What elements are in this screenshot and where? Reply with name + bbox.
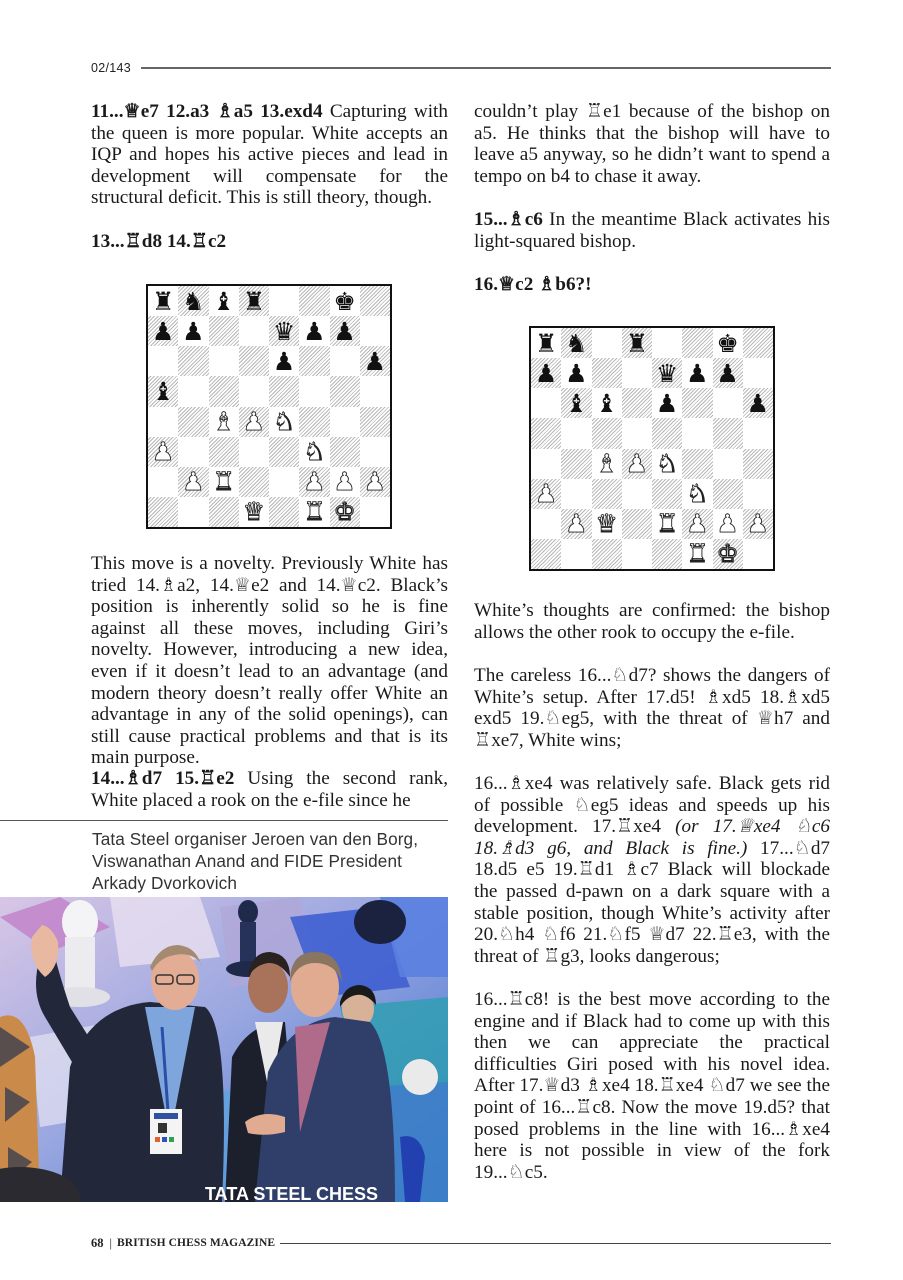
- commentary-paragraph: 16...♖c8! is the best move according to the engine and if Black had to come up with this then we can appreciate the practical difficulties Giri posed with his novel idea. After 17.♕d3 ♗xe4 18.♖xe4 ♘d7 we see the point of 16...♖c8. Now the move 19.d5? that posed problems in the line with 16...♗xe4 here is not possible in view of the fork 19...♘c5.: [474, 989, 830, 1183]
- square-g1: [713, 539, 743, 569]
- white-rook-icon: ♜: [655, 509, 679, 539]
- square-d6: [622, 388, 652, 418]
- square-e3: [652, 479, 682, 509]
- square-b7: [178, 316, 208, 346]
- square-e1: [652, 539, 682, 569]
- square-c5: [209, 376, 239, 406]
- square-b8: [178, 286, 208, 316]
- square-e1: [269, 497, 299, 527]
- square-g7: [713, 358, 743, 388]
- white-rook-icon: ♜: [212, 467, 235, 497]
- square-f6: [299, 346, 329, 376]
- square-a2: [148, 467, 178, 497]
- square-g8: [713, 328, 743, 358]
- white-pawn-icon: ♟: [746, 509, 770, 539]
- square-g4: [713, 449, 743, 479]
- left-column-top: [91, 101, 448, 252]
- black-pawn-icon: ♟: [655, 388, 679, 418]
- square-b6: [178, 346, 208, 376]
- square-d2: [239, 467, 269, 497]
- square-e7: [269, 316, 299, 346]
- square-e2: [269, 467, 299, 497]
- move-sequence: 13...♖d8 14.♖c2: [91, 230, 227, 252]
- move-sequence: 14...♗d7 15.♖e2: [91, 768, 235, 789]
- square-c8: [209, 286, 239, 316]
- square-c6: [209, 346, 239, 376]
- square-e8: [269, 286, 299, 316]
- square-c2: [209, 467, 239, 497]
- square-f2: [299, 467, 329, 497]
- backdrop-text: TATA STEEL CHESS: [205, 1184, 379, 1202]
- move-sequence: 15...♗c6: [474, 208, 543, 230]
- square-h8: [743, 328, 773, 358]
- square-e6: [652, 388, 682, 418]
- black-pawn-icon: ♟: [303, 316, 326, 346]
- square-c1: [209, 497, 239, 527]
- square-h3: [360, 437, 390, 467]
- black-pawn-icon: ♟: [333, 316, 356, 346]
- square-g7: [330, 316, 360, 346]
- black-king-icon: ♚: [716, 328, 739, 358]
- square-f2: [682, 509, 712, 539]
- white-queen-icon: ♛: [242, 497, 266, 527]
- square-h2: [360, 467, 390, 497]
- square-f1: [682, 539, 712, 569]
- square-b2: [178, 467, 208, 497]
- square-d3: [239, 437, 269, 467]
- square-e4: [652, 449, 682, 479]
- square-f7: [299, 316, 329, 346]
- square-c4: [209, 407, 239, 437]
- square-h5: [360, 376, 390, 406]
- square-g1: [330, 497, 360, 527]
- white-knight-icon: ♞: [686, 479, 709, 509]
- black-rook-icon: ♜: [242, 286, 266, 316]
- square-d5: [622, 418, 652, 448]
- square-b3: [178, 437, 208, 467]
- square-g8: [330, 286, 360, 316]
- square-c5: [592, 418, 622, 448]
- white-pawn-icon: ♟: [242, 407, 266, 437]
- white-pawn-icon: ♟: [534, 479, 558, 509]
- footer-rule: [280, 1243, 831, 1244]
- photo-illustration: [0, 897, 448, 1202]
- square-g5: [330, 376, 360, 406]
- black-rook-icon: ♜: [534, 328, 558, 358]
- square-h6: [360, 346, 390, 376]
- white-pawn-icon: ♟: [363, 467, 387, 497]
- black-rook-icon: ♜: [625, 328, 649, 358]
- square-h1: [743, 539, 773, 569]
- square-a5: [148, 376, 178, 406]
- move-heading: [91, 231, 448, 253]
- square-a8: [531, 328, 561, 358]
- square-g2: [713, 509, 743, 539]
- square-f8: [299, 286, 329, 316]
- black-pawn-icon: ♟: [686, 358, 709, 388]
- square-g5: [713, 418, 743, 448]
- square-f6: [682, 388, 712, 418]
- square-h8: [360, 286, 390, 316]
- square-h5: [743, 418, 773, 448]
- square-b4: [178, 407, 208, 437]
- white-knight-icon: ♞: [272, 407, 296, 437]
- chess-diagram-2: [529, 326, 775, 571]
- white-pawn-icon: ♟: [333, 467, 356, 497]
- magazine-name: BRITISH CHESS MAGAZINE: [117, 1237, 276, 1249]
- square-f8: [682, 328, 712, 358]
- commentary-paragraph: White’s thoughts are confirmed: the bishop allows the other rook to occupy the e-file.: [474, 600, 830, 643]
- square-d6: [239, 346, 269, 376]
- white-pawn-icon: ♟: [182, 467, 205, 497]
- left-column-middle: [91, 553, 448, 769]
- square-b1: [178, 497, 208, 527]
- white-pawn-icon: ♟: [686, 509, 709, 539]
- right-column: [474, 101, 830, 1183]
- square-c3: [209, 437, 239, 467]
- commentary-paragraph: The careless 16...♘d7? shows the dangers of White’s setup. After 17.d5! ♗xd5 18.♗xd5 exd5 19.♘eg5, with the threat of ♕h7 and ♖xe7, White wins;: [474, 665, 830, 751]
- black-bishop-icon: ♝: [565, 388, 588, 418]
- white-knight-icon: ♞: [655, 449, 679, 479]
- square-f4: [299, 407, 329, 437]
- square-c2: [592, 509, 622, 539]
- square-h3: [743, 479, 773, 509]
- square-a5: [531, 418, 561, 448]
- square-a2: [531, 509, 561, 539]
- square-d8: [239, 286, 269, 316]
- annotation-paragraph: [91, 768, 448, 811]
- square-b3: [561, 479, 591, 509]
- white-pawn-icon: ♟: [565, 509, 588, 539]
- commentary-paragraph: couldn’t play ♖e1 because of the bishop on a5. He thinks that the bishop will have to leave a5 anyway, so he didn’t want to spend a tempo on b4 to chase it away.: [474, 101, 830, 187]
- square-b5: [561, 418, 591, 448]
- square-d1: [239, 497, 269, 527]
- square-a3: [531, 479, 561, 509]
- square-a3: [148, 437, 178, 467]
- move-heading: [474, 274, 830, 296]
- black-knight-icon: ♞: [182, 286, 205, 316]
- square-d7: [622, 358, 652, 388]
- square-b7: [561, 358, 591, 388]
- annotation-paragraph: [91, 101, 448, 209]
- white-pawn-icon: ♟: [303, 467, 326, 497]
- square-c1: [592, 539, 622, 569]
- white-king-icon: ♚: [716, 539, 739, 569]
- square-a7: [531, 358, 561, 388]
- footer-separator: |: [109, 1235, 113, 1250]
- square-c6: [592, 388, 622, 418]
- square-h1: [360, 497, 390, 527]
- white-queen-icon: ♛: [595, 509, 618, 539]
- square-d5: [239, 376, 269, 406]
- white-king-icon: ♚: [333, 497, 356, 527]
- square-a6: [148, 346, 178, 376]
- black-rook-icon: ♜: [151, 286, 175, 316]
- square-c8: [592, 328, 622, 358]
- commentary: 17...♘d7 18.d5 e5 19.♖d1 ♗c7 Black will blockade the passed d-pawn on a dark square with a stable position, though White’s activity after 20.♘h4 ♘f6 21.♘f5 ♕d7 22.♖e3, with the threat of ♖g3, looks dangerous;: [474, 837, 831, 967]
- black-bishop-icon: ♝: [212, 286, 235, 316]
- black-king-icon: ♚: [333, 286, 356, 316]
- photo-caption: Tata Steel organiser Jeroen van den Borg, Viswanathan Anand and FIDE President Arkady Dvorkovich: [92, 829, 419, 893]
- square-d8: [622, 328, 652, 358]
- white-pawn-icon: ♟: [151, 437, 175, 467]
- square-b5: [178, 376, 208, 406]
- running-header: [91, 58, 831, 78]
- square-g6: [330, 346, 360, 376]
- black-bishop-icon: ♝: [595, 388, 618, 418]
- left-column-bottom: [91, 768, 448, 811]
- black-pawn-icon: ♟: [716, 358, 739, 388]
- square-f5: [682, 418, 712, 448]
- black-pawn-icon: ♟: [182, 316, 205, 346]
- white-knight-icon: ♞: [303, 437, 326, 467]
- square-c7: [209, 316, 239, 346]
- square-h4: [360, 407, 390, 437]
- square-e5: [269, 376, 299, 406]
- move-sequence: 11...♕e7 12.a3 ♗a5 13.exd4: [91, 101, 323, 122]
- commentary: Capturing with the queen is more popular. White accepts an IQP and hopes his active pieces and lead in development will compensate for the structural deficit. This is still theory, though.: [91, 101, 448, 209]
- square-c3: [592, 479, 622, 509]
- square-a4: [148, 407, 178, 437]
- square-f3: [682, 479, 712, 509]
- square-a7: [148, 316, 178, 346]
- annotation-paragraph: [474, 209, 830, 252]
- square-b1: [561, 539, 591, 569]
- square-g3: [713, 479, 743, 509]
- square-d1: [622, 539, 652, 569]
- square-g3: [330, 437, 360, 467]
- black-pawn-icon: ♟: [565, 358, 588, 388]
- white-bishop-icon: ♝: [212, 407, 235, 437]
- square-e2: [652, 509, 682, 539]
- commentary: 16...♗xe4 was relatively safe. Black gets rid of possible ♘eg5 ideas and speeds up his development. 17.♖xe4: [474, 773, 830, 838]
- commentary-paragraph: This move is a novelty. Previously White has tried 14.♗a2, 14.♕e2 and 14.♕c2. Black’s position is inherently solid so he is fine against all these moves, including Giri’s novelty. However, introducing a new idea, even if it doesn’t lead to an advantage (and modern theory doesn’t really offer White an advantage in any of the solid openings), can still cause practical problems and that is its main purpose.: [91, 553, 448, 769]
- square-e8: [652, 328, 682, 358]
- square-a4: [531, 449, 561, 479]
- square-f4: [682, 449, 712, 479]
- square-d4: [622, 449, 652, 479]
- move-sequence: 16.♕c2 ♗b6?!: [474, 273, 592, 295]
- page-number: 68: [91, 1235, 104, 1250]
- commentary-paragraph: [474, 773, 830, 967]
- square-b6: [561, 388, 591, 418]
- black-pawn-icon: ♟: [534, 358, 558, 388]
- square-f3: [299, 437, 329, 467]
- commentary: Using the second rank, White placed a rook on the e-file since he: [91, 768, 448, 811]
- square-h4: [743, 449, 773, 479]
- white-rook-icon: ♜: [686, 539, 709, 569]
- square-h2: [743, 509, 773, 539]
- square-e3: [269, 437, 299, 467]
- black-pawn-icon: ♟: [746, 388, 770, 418]
- black-pawn-icon: ♟: [272, 346, 296, 376]
- square-b4: [561, 449, 591, 479]
- black-queen-icon: ♛: [655, 358, 679, 388]
- caption-rule: [0, 820, 448, 821]
- square-c4: [592, 449, 622, 479]
- black-bishop-icon: ♝: [151, 376, 175, 406]
- square-e7: [652, 358, 682, 388]
- square-e4: [269, 407, 299, 437]
- square-h7: [360, 316, 390, 346]
- square-d7: [239, 316, 269, 346]
- black-pawn-icon: ♟: [151, 316, 175, 346]
- square-f1: [299, 497, 329, 527]
- square-g6: [713, 388, 743, 418]
- square-c7: [592, 358, 622, 388]
- black-knight-icon: ♞: [565, 328, 588, 358]
- variation-italic: (or 17.♕xe4 ♘c6 18.♗d3 g6, and Black is fine.): [474, 816, 830, 859]
- commentary: In the meantime Black activates his light-squared bishop.: [474, 208, 830, 252]
- square-a6: [531, 388, 561, 418]
- header-rule: [141, 67, 831, 69]
- square-e6: [269, 346, 299, 376]
- white-bishop-icon: ♝: [595, 449, 618, 479]
- page-indicator: 02/143: [91, 61, 132, 75]
- square-f7: [682, 358, 712, 388]
- white-pawn-icon: ♟: [716, 509, 739, 539]
- black-pawn-icon: ♟: [363, 346, 387, 376]
- event-photo: [0, 897, 448, 1202]
- square-d2: [622, 509, 652, 539]
- square-d4: [239, 407, 269, 437]
- square-f5: [299, 376, 329, 406]
- square-a1: [531, 539, 561, 569]
- square-g2: [330, 467, 360, 497]
- white-rook-icon: ♜: [303, 497, 326, 527]
- square-e5: [652, 418, 682, 448]
- black-queen-icon: ♛: [272, 316, 296, 346]
- square-a1: [148, 497, 178, 527]
- square-d3: [622, 479, 652, 509]
- square-h6: [743, 388, 773, 418]
- chess-diagram-1: [146, 284, 392, 529]
- square-a8: [148, 286, 178, 316]
- white-pawn-icon: ♟: [625, 449, 649, 479]
- square-g4: [330, 407, 360, 437]
- square-b2: [561, 509, 591, 539]
- square-b8: [561, 328, 591, 358]
- running-footer: [91, 1234, 831, 1252]
- square-h7: [743, 358, 773, 388]
